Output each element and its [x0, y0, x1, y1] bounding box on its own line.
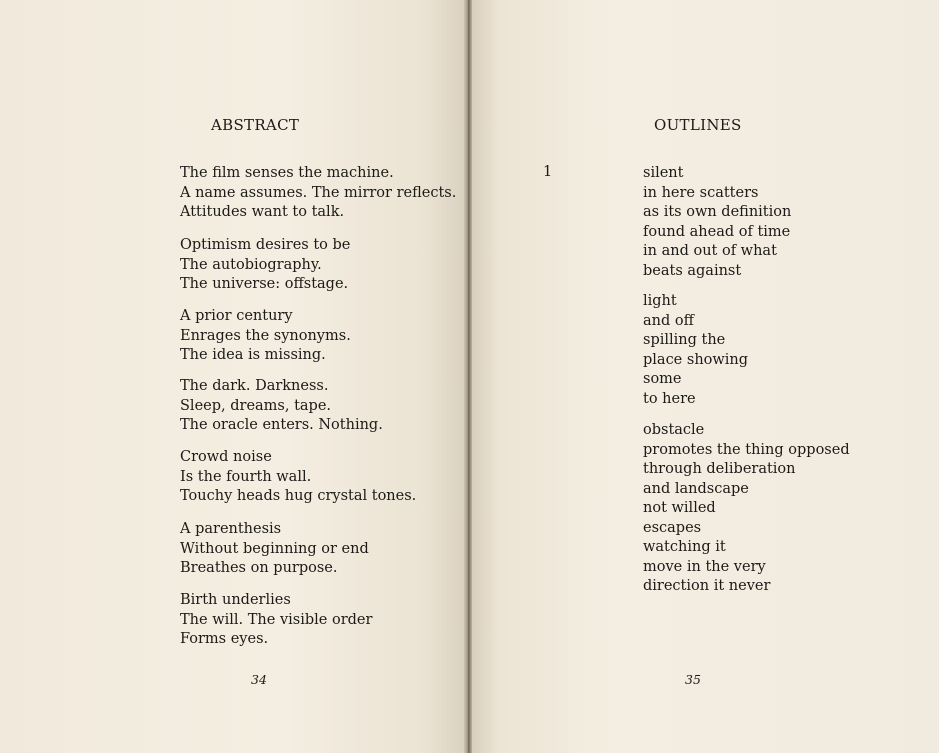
- left-stanza-3: [180, 307, 351, 366]
- poem-line: direction it never: [643, 578, 771, 594]
- poem-line: as its own definition: [643, 204, 792, 220]
- page-number-left: 34: [251, 672, 267, 687]
- poem-line: promotes the thing opposed: [643, 441, 850, 458]
- right-stanza-2: [643, 292, 748, 409]
- left-stanza-5: [180, 448, 416, 507]
- left-stanza-7: [180, 591, 372, 650]
- poem-line: not willed: [643, 500, 716, 516]
- page-number-right: 35: [685, 672, 701, 687]
- left-stanza-1: [180, 164, 456, 223]
- poem-line: Enrages the synonyms.: [180, 327, 351, 344]
- poem-line: spilling the: [643, 332, 726, 348]
- poem-line: and landscape: [643, 480, 749, 497]
- poem-line: beats against: [643, 262, 742, 279]
- left-stanza-4: [180, 377, 383, 436]
- poem-line: to here: [643, 390, 696, 407]
- poem-line: and off: [643, 312, 694, 329]
- poem-line: some: [643, 371, 682, 387]
- poem-line: Crowd noise: [180, 449, 272, 465]
- left-stanza-2: [180, 236, 350, 295]
- poem-line: A prior century: [180, 308, 293, 324]
- poem-line: Optimism desires to be: [180, 237, 351, 253]
- section-number: 1: [543, 164, 553, 180]
- poem-line: Without beginning or end: [180, 540, 369, 557]
- right-page: [470, 0, 939, 753]
- poem-title-outlines: OUTLINES: [654, 116, 742, 134]
- poem-line: Sleep, dreams, tape.: [180, 397, 332, 414]
- poem-line: Birth underlies: [180, 592, 291, 608]
- poem-title-abstract: ABSTRACT: [211, 116, 300, 134]
- poem-line: silent: [643, 165, 684, 181]
- poem-line: through deliberation: [643, 461, 796, 477]
- poem-line: Forms eyes.: [180, 631, 269, 647]
- poem-line: place showing: [643, 351, 749, 368]
- poem-line: A parenthesis: [180, 521, 282, 537]
- poem-line: Breathes on purpose.: [180, 560, 338, 576]
- poem-line: The dark. Darkness.: [180, 378, 329, 394]
- book-gutter: [464, 0, 472, 753]
- poem-line: The autobiography.: [180, 256, 322, 273]
- right-stanza-3: [643, 421, 850, 597]
- left-stanza-6: [180, 520, 369, 579]
- poem-line: watching it: [643, 539, 726, 555]
- poem-line: move in the very: [643, 558, 766, 575]
- poem-line: A name assumes. The mirror reflects.: [180, 184, 457, 201]
- poem-line: The idea is missing.: [180, 347, 326, 363]
- poem-line: Touchy heads hug crystal tones.: [180, 488, 417, 504]
- poem-line: in and out of what: [643, 243, 777, 259]
- poem-line: light: [643, 293, 677, 309]
- poem-line: Is the fourth wall.: [180, 468, 312, 485]
- poem-line: obstacle: [643, 422, 705, 438]
- poem-line: Attitudes want to talk.: [180, 204, 345, 220]
- poem-line: The film senses the machine.: [180, 165, 394, 181]
- poem-line: The oracle enters. Nothing.: [180, 417, 383, 433]
- poem-line: The universe: offstage.: [180, 276, 349, 292]
- right-stanza-1: [643, 164, 791, 281]
- poem-line: in here scatters: [643, 184, 759, 201]
- poem-line: The will. The visible order: [180, 611, 373, 628]
- poem-line: escapes: [643, 519, 702, 536]
- poem-line: found ahead of time: [643, 223, 791, 240]
